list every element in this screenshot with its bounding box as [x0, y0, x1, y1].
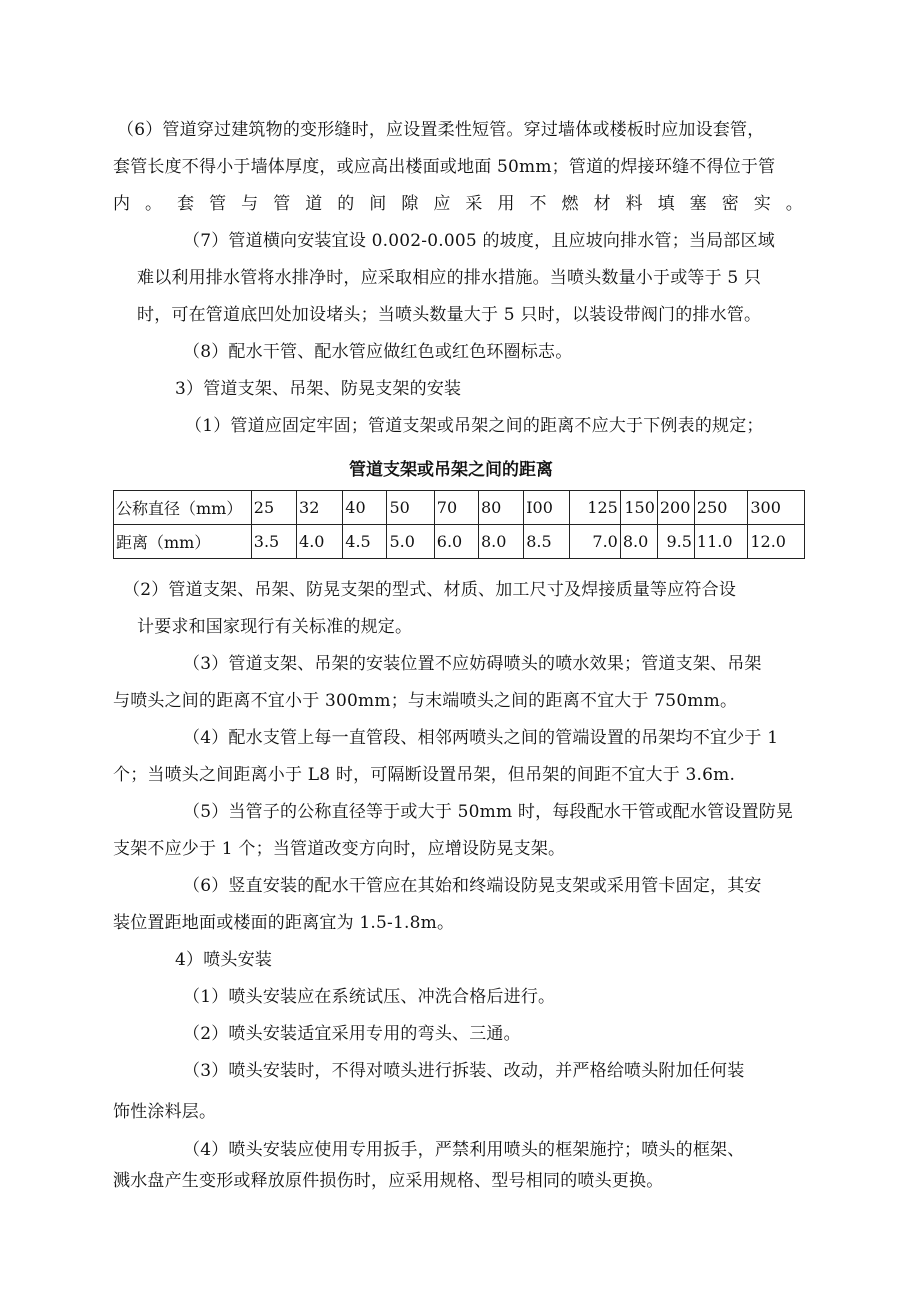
- table-cell: 8.0: [478, 525, 523, 559]
- table-cell: 8.0: [620, 525, 657, 559]
- s3-p6-line-1: （6）竖直安装的配水干管应在其始和终端设防晃支架或采用管卡固定，其安: [183, 876, 762, 896]
- table-cell: 3.5: [251, 525, 296, 559]
- s3-p3-line-2: 与喷头之间的距离不宜小于 300mm；与末端喷头之间的距离不宜大于 750mm。: [113, 691, 738, 711]
- p7-line-2: 难以利用排水管将水排净时，应采取相应的排水措施。当喷头数量小于或等于 5 只: [137, 268, 762, 288]
- table-cell: 9.5: [657, 525, 694, 559]
- s4-p4-line-2: 溅水盘产生变形或释放原件损伤时，应采用规格、型号相同的喷头更换。: [113, 1171, 664, 1191]
- table-cell: 70: [434, 491, 478, 525]
- table-caption: 管道支架或吊架之间的距离: [349, 460, 553, 480]
- table-cell: 32: [297, 491, 343, 525]
- s3-p3-line-1: （3）管道支架、吊架的安装位置不应妨碍喷头的喷水效果；管道支架、吊架: [183, 654, 762, 674]
- table-cell: 6.0: [434, 525, 478, 559]
- p8-line: （8）配水干管、配水管应做红色或红色环圈标志。: [183, 342, 573, 362]
- table-cell: 4.5: [343, 525, 387, 559]
- table-row-diameter: [114, 491, 805, 525]
- p7-line-3: 时，可在管道底凹处加设堵头；当喷头数量大于 5 只时，以装设带阀门的排水管。: [137, 305, 762, 325]
- s4-p3-line-2: 饰性涂料层。: [113, 1102, 217, 1122]
- support-spacing-table: [113, 490, 805, 559]
- s4-p2-line: （2）喷头安装适宜采用专用的弯头、三通。: [183, 1024, 521, 1044]
- s3-p4-line-2: 个；当喷头之间距离小于 L8 时，可隔断设置吊架，但吊架的间距不宜大于 3.6m.: [113, 765, 736, 785]
- p7-line-1: （7）管道横向安装宜设 0.002-0.005 的坡度，且应坡向排水管；当局部区域: [183, 231, 775, 251]
- table-cell: 250: [694, 491, 747, 525]
- s4-p4-line-1: （4）喷头安装应使用专用扳手，严禁利用喷头的框架施拧；喷头的框架、: [183, 1140, 745, 1160]
- table-cell: 5.0: [387, 525, 434, 559]
- s3-p1-line: （1）管道应固定牢固；管道支架或吊架之间的距离不应大于下例表的规定；: [185, 416, 764, 436]
- table-cell: 7.0: [570, 525, 620, 559]
- table-cell: 125: [570, 491, 620, 525]
- table-cell: 40: [343, 491, 387, 525]
- s3-p5-line-2: 支架不应少于 1 个；当管道改变方向时，应增设防晃支架。: [113, 839, 566, 859]
- table-cell: 200: [657, 491, 694, 525]
- section-3-heading: 3）管道支架、吊架、防晃支架的安装: [175, 379, 462, 399]
- table-cell: 80: [478, 491, 523, 525]
- table-cell: 11.0: [694, 525, 747, 559]
- s4-p1-line: （1）喷头安装应在系统试压、冲洗合格后进行。: [183, 987, 556, 1007]
- table-cell: 150: [620, 491, 657, 525]
- section-4-heading: 4）喷头安装: [175, 950, 273, 970]
- s3-p2-line-2: 计要求和国家现行有关标准的规定。: [137, 617, 413, 637]
- p6-line-3: 内。套管与管道的间隙应采用不燃材料填塞密实。: [113, 194, 803, 214]
- s3-p2-line-1: （2）管道支架、吊架、防晃支架的型式、材质、加工尺寸及焊接质量等应符合设: [123, 580, 737, 600]
- s4-p3-line-1: （3）喷头安装时，不得对喷头进行拆装、改动，并严格给喷头附加任何装: [183, 1061, 745, 1081]
- s3-p4-line-1: （4）配水支管上每一直管段、相邻两喷头之间的管端设置的吊架均不宜少于 1: [183, 728, 779, 748]
- table-cell: 25: [251, 491, 296, 525]
- table-row-distance: [114, 525, 805, 559]
- p6-line-1: （6）管道穿过建筑物的变形缝时，应设置柔性短管。穿过墙体或楼板时应加设套管，: [117, 120, 765, 140]
- s3-p6-line-2: 装位置距地面或楼面的距离宜为 1.5-1.8m。: [113, 913, 455, 933]
- table-cell: I00: [524, 491, 570, 525]
- table-cell: 12.0: [748, 525, 805, 559]
- p6-line-2: 套管长度不得小于墙体厚度，或应高出楼面或地面 50mm；管道的焊接环缝不得位于管: [113, 157, 776, 177]
- s3-p5-line-1: （5）当管子的公称直径等于或大于 50mm 时，每段配水干管或配水管设置防晃: [183, 802, 794, 822]
- table-header-label: 公称直径（mm）: [114, 491, 252, 525]
- table-cell: 4.0: [297, 525, 343, 559]
- table-cell: 8.5: [524, 525, 570, 559]
- table-cell: 50: [387, 491, 434, 525]
- table-cell: 300: [748, 491, 805, 525]
- table-row-label: 距离（mm）: [114, 525, 252, 559]
